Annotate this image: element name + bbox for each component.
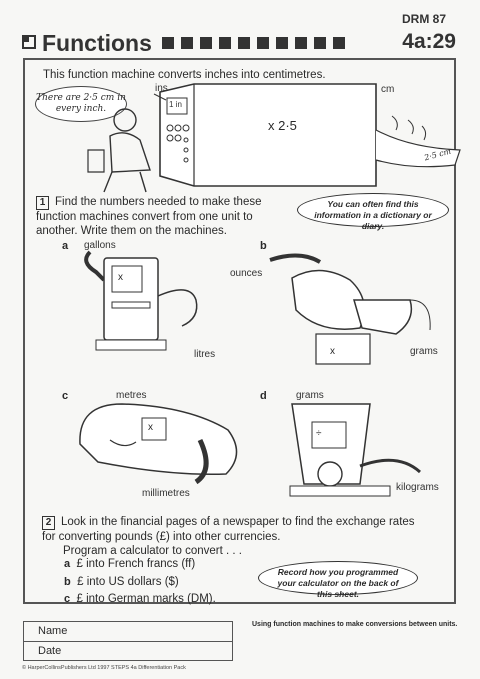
intro-text: This function machine converts inches into centimetres. [43,69,326,81]
machine-c-slot: x [148,422,153,433]
q1-number: 1 [36,196,49,210]
intro-output-slip: 2·5 cm [423,146,453,163]
machine-b-slot: x [330,346,335,357]
q2-hint-note: Record how you programmed your calculator on the back of this sheet. [258,561,418,595]
machine-c-input: metres [116,390,147,401]
intro-output-label: cm [381,84,395,95]
q1-hint-note: You can often find this information in a dictionary or diary. [297,193,449,227]
machine-b-output: grams [410,346,438,357]
speech-bubble: There are 2·5 cm in every inch. [35,86,127,122]
q2-number: 2 [42,516,55,530]
intro-input-slot: 1 in [169,100,182,109]
machine-d-output: kilograms [396,482,439,493]
machine-d-slot: ÷ [316,428,322,439]
copyright-notice: © HarperCollinsPublishers Ltd 1997 STEPS 4a Differentiation Pack [22,665,186,671]
unit-code: 4a:29 [402,30,456,53]
machine-a-output: litres [194,349,216,360]
q2-item-c: c £ into German marks (DM). [64,593,216,605]
date-field[interactable]: Date [38,645,62,657]
q2-item-a: a £ into French francs (ff) [64,558,196,570]
learning-objective: Using function machines to make conversions between units. [252,621,458,628]
machine-d-letter: d [260,390,267,402]
machine-c-output: millimetres [142,488,190,499]
q2-text: 2 Look in the financial pages of a newspaper to find the exchange rates for converting pounds (£) into other currencies. Program a calculator to convert . . . [42,516,415,557]
name-date-box [23,621,233,661]
q1-text: 1 Find the numbers needed to make these function machines convert from one unit to another. Write them on the machines. [36,196,262,237]
page-title: Functions [42,30,152,56]
machine-a-input: gallons [84,240,116,251]
intro-operation: x 2·5 [268,118,297,133]
machine-b-letter: b [260,240,267,252]
machine-d-input: grams [296,390,324,401]
machine-a-slot: x [118,272,123,283]
machine-b-input: ounces [230,268,263,279]
q2-item-b: b £ into US dollars ($) [64,576,179,588]
sheet-code: DRM 87 [401,12,446,26]
machine-c-letter: c [62,390,69,402]
name-field[interactable]: Name [24,622,232,642]
intro-input-label: ins [155,83,168,94]
machine-a-letter: a [62,240,69,252]
